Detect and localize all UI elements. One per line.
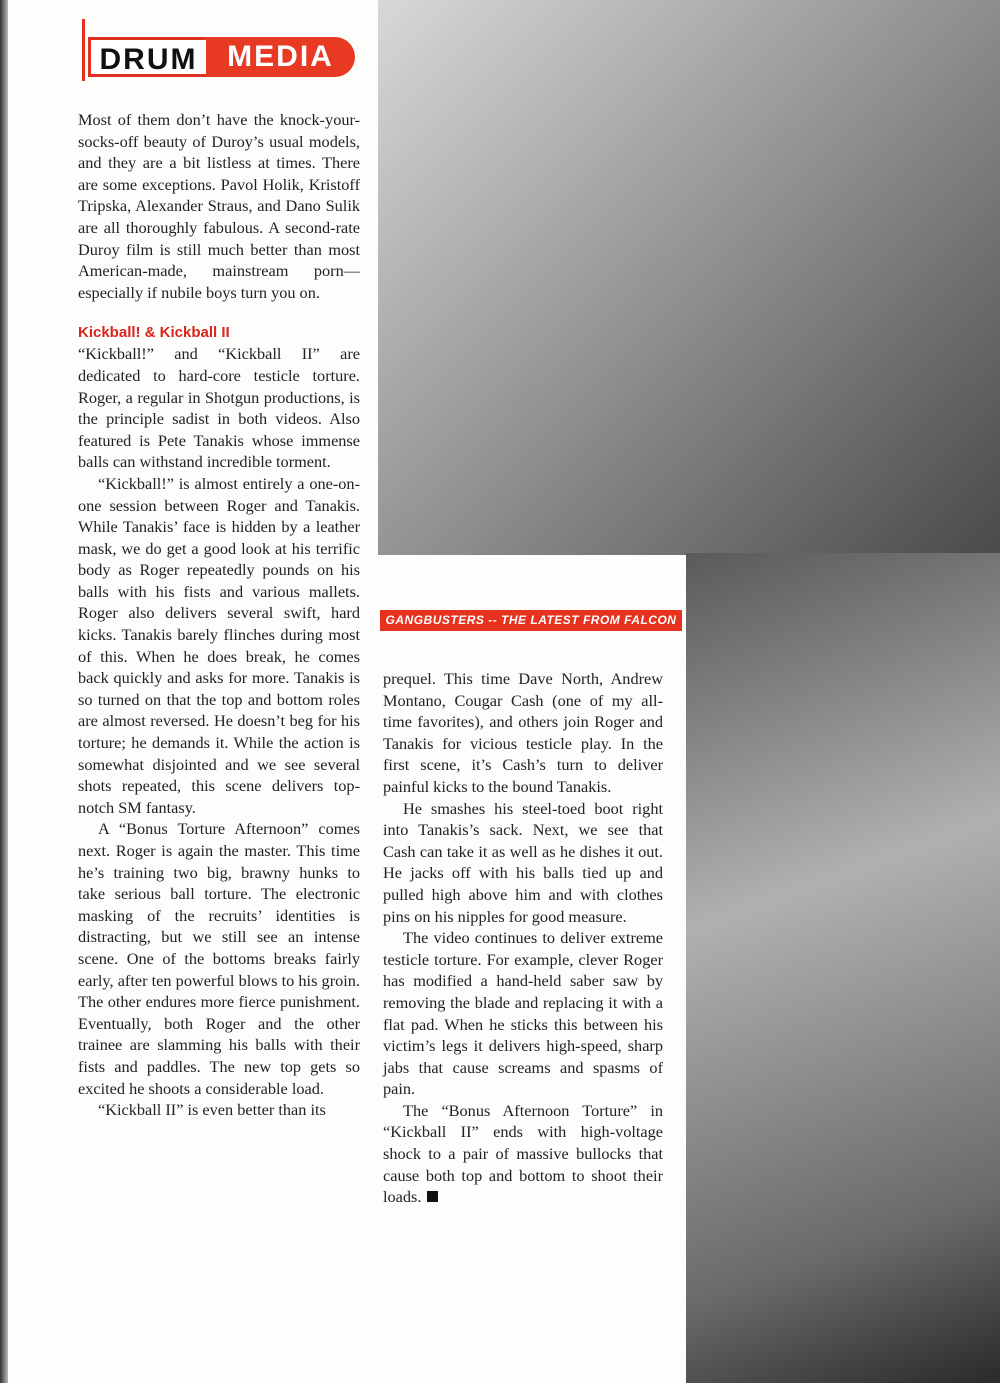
bottom-right-photo (686, 553, 1000, 1383)
logo-media: MEDIA (206, 37, 355, 77)
paragraph: “Kickball!” and “Kickball II” are dedicated to hard-core testicle torture. Roger, a regular in Shotgun productions, is the principle sadist in both videos. Also featured is Pete Tanakis whose immense balls can withstand incredible torment. (78, 344, 360, 472)
section-logo (82, 33, 355, 81)
end-mark-icon (427, 1191, 438, 1202)
logo-drum: DRUM (88, 37, 206, 77)
paragraph: The video continues to deliver extreme testicle torture. For example, clever Roger has modified a hand-held saber saw by removing the blade and replacing it with a flat pad. When he sticks this between his victim’s legs it delivers high-speed, sharp jabs that cause screams and spasms of pain. (383, 928, 663, 1099)
paragraph: A “Bonus Torture Afternoon” comes next. Roger is again the master. This time he’s training two big, brawny hunks to take serious ball torture. The electronic masking of the recruits’ identities is distracting, but we still see an intense scene. One of the bottoms breaks fairly early, after ten powerful blows to his groin. The other endures more fierce punishment. Eventually, both Roger and the other trainee are slamming his balls with their fists and paddles. The new top gets so excited he shoots a considerable load. (78, 819, 360, 1098)
middle-column (383, 668, 663, 1208)
review-heading: Kickball! & Kickball II (78, 324, 230, 342)
intro-paragraph: Most of them don’t have the knock-your-socks-off beauty of Duroy’s usual models, and they are a bit listless at times. There are some exceptions. Pavol Holik, Kristoff Tripska, Alexander Straus, and Dano Sulik are all thoroughly fabulous. A second-rate Duroy film is still much better than most American-made, mainstream porn—especially if nubile boys turn you on. (78, 110, 360, 302)
left-column (78, 109, 360, 1121)
page-spine-shadow (0, 0, 8, 1383)
paragraph: “Kickball!” is almost entirely a one-on-one session between Roger and Tanakis. While Tanakis’ face is hidden by a leather mask, we do get a good look at his terrific body as Roger repeatedly pounds on his balls with his fists and various mallets. Roger also delivers several swift, hard kicks. Tanakis barely flinches during most of this. When he does break, he comes back quickly and asks for more. Tanakis is so turned on that the top and bottom roles are almost reversed. He doesn’t beg for his torture; he demands it. While the action is somewhat disjointed and we see several shots repeated, this scene delivers top-notch SM fantasy. (78, 473, 360, 817)
logo-accent-bar (82, 19, 85, 81)
paragraph: prequel. This time Dave North, Andrew Montano, Cougar Cash (one of my all-time favorites), and others join Roger and Tanakis for vicious testicle play. In the first scene, it’s Cash’s turn to deliver painful kicks to the bound Tanakis. (383, 669, 663, 796)
paragraph: “Kickball II” is even better than its (98, 1100, 326, 1120)
photo-caption: GANGBUSTERS -- THE LATEST FROM FALCON (380, 610, 682, 631)
paragraph: The “Bonus Afternoon Torture” in “Kickball II” ends with high-voltage shock to a pair of massive bullocks that cause both top and bottom to shoot their loads. (383, 1100, 663, 1207)
paragraph: He smashes his steel-toed boot right into Tanakis’s sack. Next, we see that Cash can take it as well as he dishes it out. He jacks off with his balls tied up and pulled high above him and with clothes pins on his nipples for good measure. (383, 798, 663, 926)
top-photo (378, 0, 1000, 555)
